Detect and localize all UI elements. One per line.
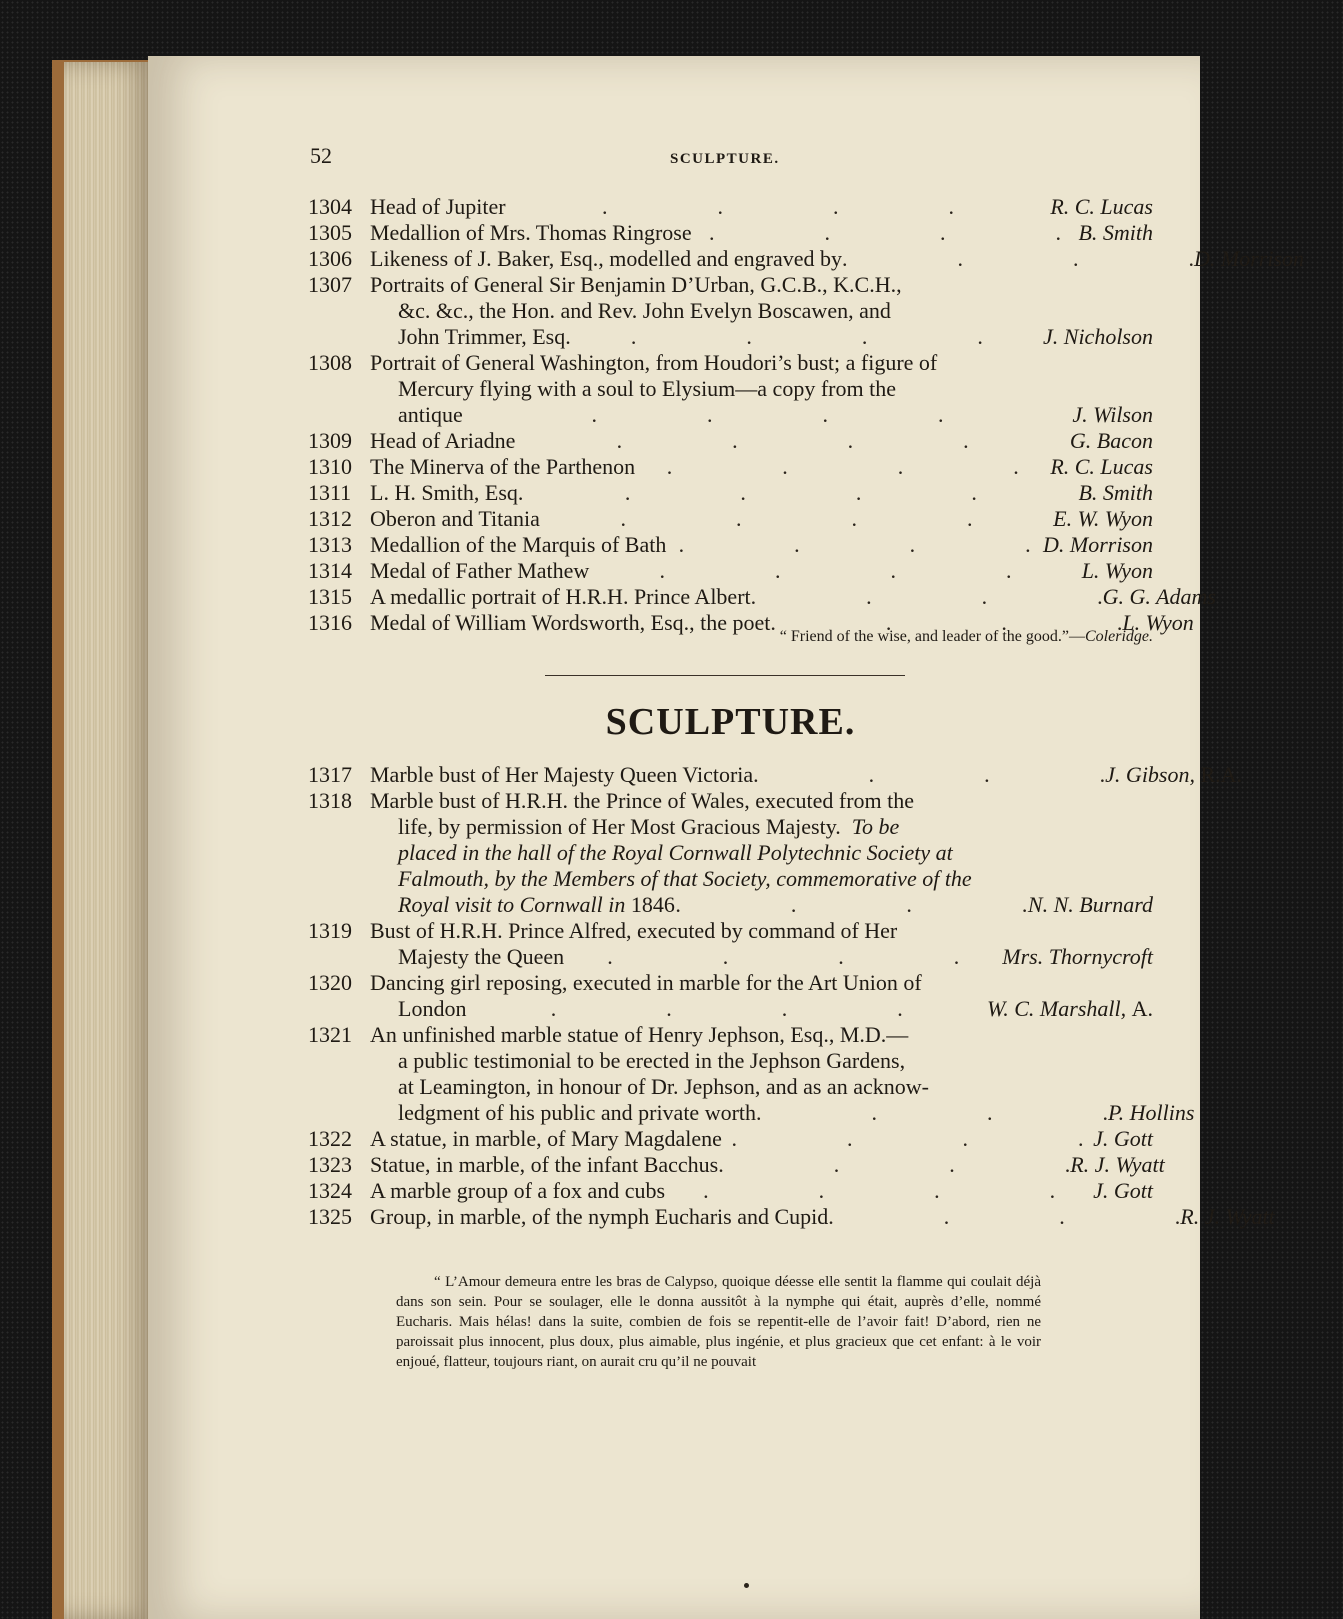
entry-text: ledgment of his public and private worth	[398, 1100, 757, 1125]
entry-artist: G. Bacon	[1069, 428, 1153, 453]
entry-1324	[308, 1178, 1153, 1204]
entry-1313	[308, 532, 1153, 558]
entry-text-italic: placed in the hall of the Royal Cornwall Polytechnic Society at	[398, 840, 953, 865]
entry-1325	[308, 1204, 1275, 1230]
entry-number: 1325	[308, 1204, 352, 1229]
entry-number: 1307	[308, 272, 352, 297]
entry-text: London	[398, 996, 467, 1021]
entry-artist: Mrs. Thornycroft	[1002, 944, 1153, 969]
entry-text: Head of Jupiter	[370, 194, 506, 219]
entry-text: Portraits of General Sir Benjamin D’Urban, G.C.B., K.C.H.,	[370, 272, 902, 297]
entry-artist: D. Morrison	[1194, 246, 1305, 271]
entry-artist: D. Morrison	[1042, 532, 1153, 557]
entry-text: life, by permission of Her Most Gracious Majesty.	[398, 814, 841, 839]
entry-text: Bust of H.R.H. Prince Alfred, executed by command of Her	[370, 918, 898, 943]
entry-number: 1304	[308, 194, 352, 219]
page-header	[310, 143, 1070, 173]
entry-artist-suffix: R.A.	[1200, 762, 1243, 787]
entry-artist: J. Gibson,	[1105, 762, 1195, 787]
entry-number: 1311	[308, 480, 352, 505]
running-head: SCULPTURE.	[670, 151, 780, 167]
entry-number: 1316	[308, 610, 352, 635]
french-footnote	[396, 1272, 1041, 1372]
entry-number: 1324	[308, 1178, 352, 1203]
entry-text: &c. &c., the Hon. and Rev. John Evelyn Boscawen, and	[398, 298, 891, 323]
entry-text: Medallion of the Marquis of Bath	[370, 532, 667, 557]
entry-artist: R. J. Wyatt	[1070, 1152, 1165, 1177]
entry-artist: J. Nicholson	[1043, 324, 1153, 349]
entry-number: 1312	[308, 506, 352, 531]
section-divider	[545, 675, 905, 676]
entry-text: Marble bust of Her Majesty Queen Victoria	[370, 762, 754, 787]
entry-text: A medallic portrait of H.R.H. Prince Albert	[370, 584, 751, 609]
entry-text-italic: To be	[851, 814, 900, 839]
entry-1308	[308, 350, 1153, 428]
entry-1321	[308, 1022, 1195, 1126]
entry-text-italic: Falmouth, by the Members of that Society, commemorative of the	[398, 866, 972, 891]
entry-number: 1322	[308, 1126, 352, 1151]
entry-artist: B. Smith	[1078, 480, 1153, 505]
entry-artist: E. W. Wyon	[1053, 506, 1153, 531]
entry-number: 1320	[308, 970, 352, 995]
footnote-text: “ L’Amour demeura entre les bras de Calypso, quoique déesse elle sentit la flamme qui coulait déjà dans son sein. Pour se soulager, elle le donna aussitôt à la nymphe qui était, auprès d’elle, nommé Eucharis. Mais hélas! dans la suite, combien de fois se repentit-elle de l’avoir fait! D’abord, rien ne paroissait plus innocent, plus doux, plus aimable, plus ingénie, et plus gracieux que cet enfant: à le voir enjoué, flatteur, toujours riant, on aurait cru qu’il ne pouvait	[396, 1274, 1041, 1370]
entry-artist: J. Wilson	[1072, 402, 1153, 427]
entry-artist: L. Wyon	[1081, 558, 1153, 583]
entry-artist: N. N. Burnard	[1027, 892, 1153, 917]
entry-1317	[308, 762, 1243, 788]
entry-number: 1321	[308, 1022, 352, 1047]
entry-1309	[308, 428, 1153, 454]
entry-year: 1846	[630, 892, 675, 917]
entry-text: A statue, in marble, of Mary Magdalene	[370, 1126, 722, 1151]
entry-1304	[308, 194, 1153, 220]
entry-text: at Leamington, in honour of Dr. Jephson, and as an acknow-	[398, 1074, 929, 1099]
entry-artist: J. Gott	[1093, 1126, 1153, 1151]
entry-text: Oberon and Titania	[370, 506, 540, 531]
entry-number: 1319	[308, 918, 352, 943]
quote-text: “ Friend of the wise, and leader of the good.”—	[779, 628, 1085, 645]
entry-number: 1310	[308, 454, 352, 479]
entry-artist: R. C. Lucas	[1050, 454, 1153, 479]
entry-artist: W. C. Marshall,	[986, 996, 1127, 1021]
entry-artist: J. Gott	[1093, 1178, 1153, 1203]
entry-number: 1323	[308, 1152, 352, 1177]
page-number: 52	[310, 143, 332, 168]
entry-artist: R. J. Wyatt	[1180, 1204, 1275, 1229]
entry-text: Medal of Father Mathew	[370, 558, 590, 583]
entry-text: antique	[398, 402, 463, 427]
entry-text: a public testimonial to be erected in the Jephson Gardens,	[398, 1048, 906, 1073]
entry-artist: P. Hollins	[1108, 1100, 1195, 1125]
entry-1314	[308, 558, 1153, 584]
entry-text: Likeness of J. Baker, Esq., modelled and engraved by	[370, 246, 842, 271]
entry-text: Medallion of Mrs. Thomas Ringrose	[370, 220, 692, 245]
entry-number: 1306	[308, 246, 352, 271]
entry-artist-suffix: A.	[1131, 996, 1153, 1021]
catalogue-entries-bottom	[308, 762, 1275, 1230]
entry-1322	[308, 1126, 1153, 1152]
entry-text: Medal of William Wordsworth, Esq., the poet	[370, 610, 771, 635]
book-page-edges	[64, 62, 156, 1619]
entry-number: 1314	[308, 558, 352, 583]
entry-artist: L. Wyon	[1122, 610, 1194, 635]
entry-text: Head of Ariadne	[370, 428, 516, 453]
entry-1323	[308, 1152, 1165, 1178]
entry-1310	[308, 454, 1153, 480]
entry-number: 1309	[308, 428, 352, 453]
entry-text: A marble group of a fox and cubs	[370, 1178, 666, 1203]
entry-number: 1315	[308, 584, 352, 609]
entry-number: 1317	[308, 762, 352, 787]
catalogue-entries-top	[308, 194, 1305, 636]
entry-text: Dancing girl reposing, executed in marble for the Art Union of	[370, 970, 922, 995]
entry-number: 1318	[308, 788, 352, 813]
entry-1320	[308, 970, 1153, 1022]
entry-text: Group, in marble, of the nymph Eucharis and Cupid	[370, 1204, 829, 1229]
entry-text: Statue, in marble, of the infant Bacchus	[370, 1152, 719, 1177]
entry-1318	[308, 788, 1153, 918]
entry-artist: B. Smith	[1078, 220, 1153, 245]
coleridge-quote	[308, 626, 1343, 648]
entry-text: L. H. Smith, Esq.	[370, 480, 524, 505]
entry-1305	[308, 220, 1153, 246]
section-title: SCULPTURE.	[605, 701, 856, 743]
entry-text-italic: Royal visit to Cornwall in	[398, 892, 626, 917]
quote-source: Coleridge.	[1085, 628, 1153, 645]
entry-number: 1313	[308, 532, 352, 557]
entry-text: John Trimmer, Esq.	[398, 324, 571, 349]
entry-1307	[308, 272, 1153, 350]
entry-number: 1305	[308, 220, 352, 245]
entry-1315	[308, 584, 1216, 610]
entry-1311	[308, 480, 1153, 506]
entry-number: 1308	[308, 350, 352, 375]
entry-text: An unfinished marble statue of Henry Jephson, Esq., M.D.—	[370, 1022, 909, 1047]
entry-artist: R. C. Lucas	[1050, 194, 1153, 219]
entry-1319	[308, 918, 1153, 970]
entry-text: Portrait of General Washington, from Houdori’s bust; a figure of	[370, 350, 938, 375]
entry-text: Marble bust of H.R.H. the Prince of Wales, executed from the	[370, 788, 915, 813]
entry-text: The Minerva of the Parthenon	[370, 454, 636, 479]
entry-text: Majesty the Queen	[398, 944, 565, 969]
entry-1312	[308, 506, 1153, 532]
page-mark	[744, 1583, 749, 1588]
entry-text: Mercury flying with a soul to Elysium—a copy from the	[398, 376, 896, 401]
entry-1306	[308, 246, 1305, 272]
entry-artist: G. G. Adams	[1102, 584, 1216, 609]
